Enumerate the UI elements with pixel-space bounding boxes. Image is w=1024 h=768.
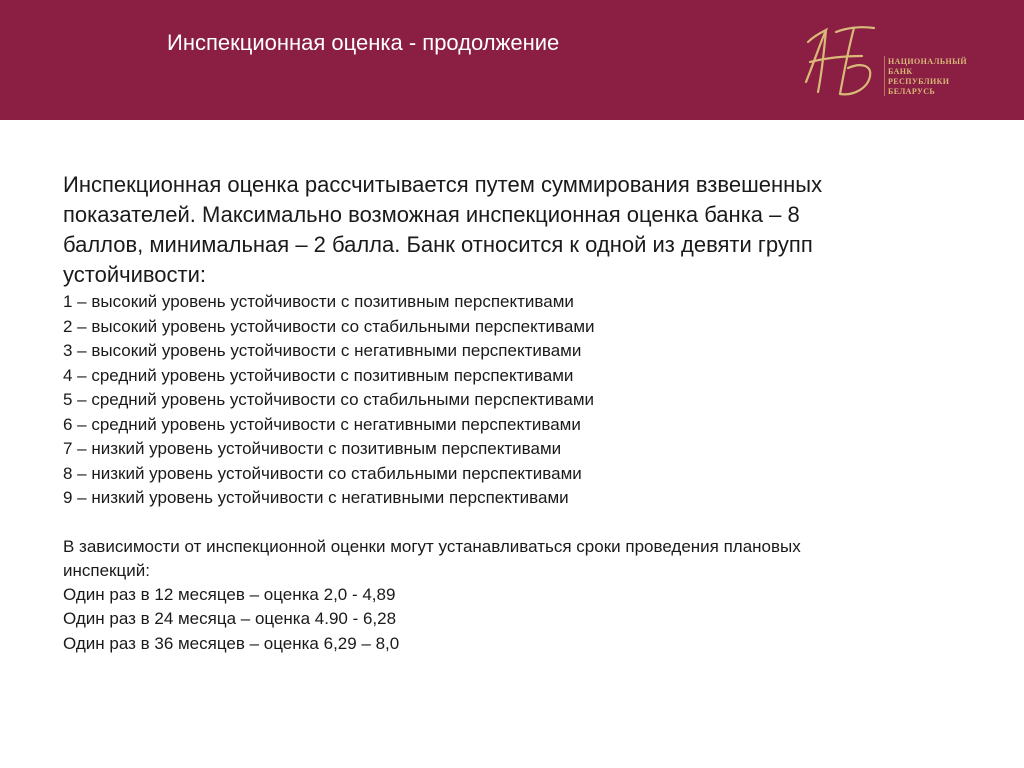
slide-content [63,170,963,656]
bank-monogram-icon [796,22,880,100]
bank-logo [796,22,1012,100]
slide-header [0,0,1024,120]
list-item: 5 – средний уровень устойчивости со стабильными перспективами [63,390,595,409]
logo-wordmark [888,57,967,97]
logo-line: РЕСПУБЛИКИ [888,77,950,86]
inspection-schedule-list [63,583,963,657]
list-item: Один раз в 24 месяца – оценка 4.90 - 6,28 [63,609,397,628]
list-item: Один раз в 36 месяцев – оценка 6,29 – 8,0 [63,633,400,653]
stability-groups-list [63,290,963,511]
spacer [63,511,963,535]
logo-line: БЕЛАРУСЬ [888,87,936,96]
logo-line: БАНК [888,67,913,76]
list-item: 1 – высокий уровень устойчивости с позитивным перспективами [63,292,574,311]
intro-paragraph: Инспекционная оценка рассчитывается путем суммирования взвешенных показателей. Максимально возможная инспекционная оценка банка – 8 баллов, минимальная – 2 балла. Банк относится к одной из девяти групп устойчивости: [63,172,823,287]
list-item: 2 – высокий уровень устойчивости со стабильными перспективами [63,316,595,336]
logo-divider [884,56,885,96]
list-item: 4 – средний уровень устойчивости с позитивным перспективами [63,365,574,385]
slide-title: Инспекционная оценка - продолжение [167,30,560,55]
list-item: 3 – высокий уровень устойчивости с негативными перспективами [63,341,582,360]
list-item: 7 – низкий уровень устойчивости с позитивным перспективами [63,439,562,458]
list-item: Один раз в 12 месяцев – оценка 2,0 - 4,89 [63,584,396,604]
logo-line: НАЦИОНАЛЬНЫЙ [888,57,968,66]
list-item: 6 – средний уровень устойчивости с негативными перспективами [63,414,581,434]
list-item: 8 – низкий уровень устойчивости со стабильными перспективами [63,463,582,483]
list-item: 9 – низкий уровень устойчивости с негативными перспективами [63,488,569,507]
schedule-intro: В зависимости от инспекционной оценки могут устанавливаться сроки проведения плановых инспекций: [63,536,801,580]
